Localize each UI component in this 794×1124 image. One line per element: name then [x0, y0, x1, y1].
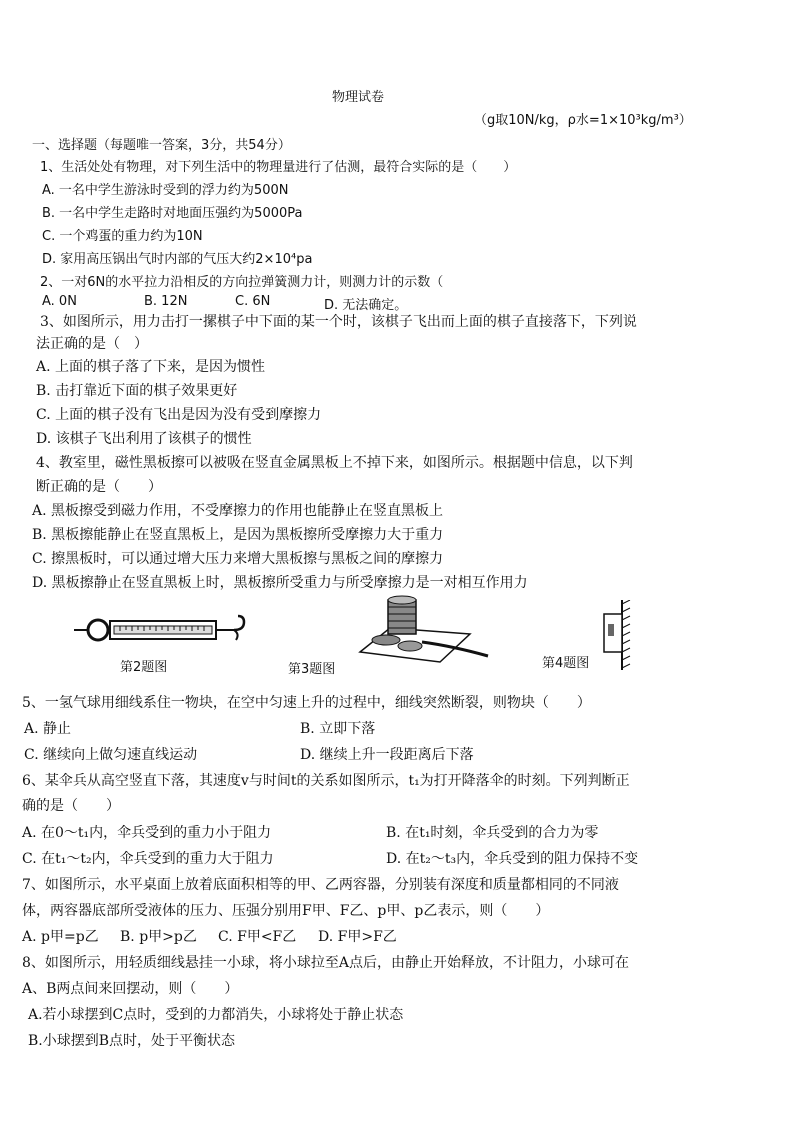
q4-option-a: A. 黑板擦受到磁力作用，不受摩擦力的作用也能静止在竖直黑板上	[32, 503, 444, 519]
q7-option-a: A. p甲=p乙	[22, 929, 99, 945]
spring-scale-figure	[74, 612, 252, 648]
q6-option-c: C. 在t₁～t₂内，伞兵受到的重力大于阻力	[22, 851, 274, 867]
figure-2-caption: 第2题图	[120, 660, 168, 675]
figure-4-caption: 第4题图	[542, 656, 590, 671]
q3-stem-line1: 3、如图所示，用力击打一摞棋子中下面的某一个时，该棋子飞出而上面的棋子直接落下，下列说	[40, 314, 637, 330]
q4-option-b: B. 黑板擦能静止在竖直黑板上，是因为黑板擦所受摩擦力大于重力	[32, 527, 444, 543]
q4-option-c: C. 擦黑板时，可以通过增大压力来增大黑板擦与黑板之间的摩擦力	[32, 551, 444, 567]
constants-note: （g取10N/kg，ρ水=1×10³kg/m³）	[474, 113, 692, 128]
q3-stem-line2: 法正确的是（ ）	[36, 336, 148, 352]
q6-option-b: B. 在t₁时刻，伞兵受到的合力为零	[386, 825, 599, 841]
page-title: 物理试卷	[332, 90, 385, 105]
q7-option-b: B. p甲>p乙	[120, 929, 197, 945]
q1-stem: 1、生活处处有物理，对下列生活中的物理量进行了估测，最符合实际的是（ ）	[40, 160, 517, 175]
q7-stem-line1: 7、如图所示，水平桌面上放着底面积相等的甲、乙两容器，分别装有深度和质量都相同的不同液	[22, 877, 619, 893]
q3-option-b: B. 击打靠近下面的棋子效果更好	[36, 383, 238, 399]
q8-option-b: B.小球摆到B点时，处于平衡状态	[28, 1033, 236, 1049]
blackboard-eraser-figure	[598, 600, 634, 672]
q1-option-a: A. 一名中学生游泳时受到的浮力约为500N	[42, 183, 289, 198]
q4-stem-line2: 断正确的是（ ）	[36, 479, 162, 495]
q3-option-a: A. 上面的棋子落了下来，是因为惯性	[36, 359, 266, 375]
q8-stem-line2: A、B两点间来回摆动，则（ ）	[22, 981, 239, 997]
q5-option-b: B. 立即下落	[300, 721, 376, 737]
q2-stem: 2、一对6N的水平拉力沿相反的方向拉弹簧测力计，则测力计的示数（	[40, 275, 444, 290]
q8-stem-line1: 8、如图所示，用轻质细线悬挂一小球，将小球拉至A点后，由静止开始释放，不计阻力，小球可在	[22, 955, 630, 971]
q4-option-d: D. 黑板擦静止在竖直黑板上时，黑板擦所受重力与所受摩擦力是一对相互作用力	[32, 575, 528, 591]
q2-option-c: C. 6N	[235, 294, 271, 309]
chess-stack-figure	[352, 590, 492, 670]
q6-option-d: D. 在t₂～t₃内，伞兵受到的阻力保持不变	[386, 851, 639, 867]
q2-option-a: A. 0N	[42, 294, 77, 309]
q8-option-a: A.若小球摆到C点时，受到的力都消失，小球将处于静止状态	[28, 1007, 404, 1023]
q1-option-b: B. 一名中学生走路时对地面压强约为5000Pa	[42, 206, 303, 221]
q6-stem-line2: 确的是（ ）	[22, 798, 120, 814]
q1-option-d: D. 家用高压锅出气时内部的气压大约2×10⁴pa	[42, 252, 313, 267]
q3-option-d: D. 该棋子飞出利用了该棋子的惯性	[36, 431, 252, 447]
q5-option-c: C. 继续向上做匀速直线运动	[24, 747, 198, 763]
q5-stem: 5、一氢气球用细线系住一物块，在空中匀速上升的过程中，细线突然断裂，则物块（ ）	[22, 695, 591, 711]
q5-option-d: D. 继续上升一段距离后下落	[300, 747, 474, 763]
section-heading: 一、选择题（每题唯一答案，3分，共54分）	[32, 138, 291, 153]
q5-option-a: A. 静止	[24, 721, 72, 737]
q6-stem-line1: 6、某伞兵从高空竖直下落，其速度v与时间t的关系如图所示，t₁为打开降落伞的时刻。下列判断正	[22, 773, 630, 789]
q7-option-c: C. F甲<F乙	[218, 929, 297, 945]
figure-3-caption: 第3题图	[288, 662, 336, 677]
q1-option-c: C. 一个鸡蛋的重力约为10N	[42, 229, 203, 244]
q6-option-a: A. 在0～t₁内，伞兵受到的重力小于阻力	[22, 825, 272, 841]
q2-option-d: D. 无法确定。	[324, 298, 408, 313]
q4-stem-line1: 4、教室里，磁性黑板擦可以被吸在竖直金属黑板上不掉下来，如图所示。根据题中信息，以下判	[36, 455, 633, 471]
q2-option-b: B. 12N	[144, 294, 188, 309]
q7-stem-line2: 体，两容器底部所受液体的压力、压强分别用F甲、F乙、p甲、p乙表示，则（ ）	[22, 903, 550, 919]
q3-option-c: C. 上面的棋子没有飞出是因为没有受到摩擦力	[36, 407, 322, 423]
q7-option-d: D. F甲>F乙	[318, 929, 397, 945]
